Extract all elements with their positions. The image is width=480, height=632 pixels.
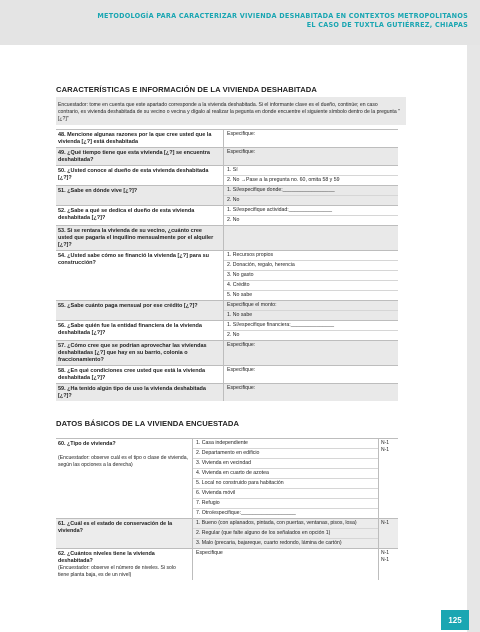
question-text: 48. Mencione algunas razones por la que cree usted que la vivienda [¿?] está deshabitada (58, 132, 212, 145)
answer-option: 3. No gasto (224, 271, 398, 281)
answer-option: 2. No (227, 217, 240, 223)
level-code: N-1 (381, 440, 390, 446)
interviewer-note: (Encuestador: observe cuál es el tipo o clase de vivienda, según las opciones a la derecha) (58, 455, 188, 468)
answer-option: Especifique: (227, 131, 256, 137)
answer-option: 4. Crédito (224, 281, 398, 291)
housing-question-row (56, 518, 398, 548)
header-line-1: METODOLOGÍA PARA CARACTERIZAR VIVIENDA DESHABITADA EN CONTEXTOS METROPOLITANOS (97, 11, 468, 20)
answer-option: Especifique: (227, 149, 256, 155)
answer-cell (223, 384, 398, 401)
housing-question-row (56, 438, 398, 518)
answer-option: Especifique: (227, 385, 256, 391)
level-code: N-1 (381, 550, 390, 556)
level-code: N-1 (381, 447, 390, 453)
question-text: 61. ¿Cuál es el estado de conservación de la vivienda? (58, 521, 173, 534)
answer-cell (223, 130, 398, 147)
answer-option: Especifique (196, 550, 223, 556)
answer-cell (223, 251, 398, 300)
answer-option: 7. Otro/especifique:___________________ (196, 510, 296, 516)
level-code: N-1 (381, 520, 390, 526)
answer-cell (223, 206, 398, 225)
answer-option: 2. Departamento en edificio (193, 449, 378, 459)
question-row (56, 300, 398, 320)
answer-option: 1. Recursos propios (224, 251, 398, 261)
question-text: 52. ¿Sabe a qué se dedica el dueño de esta vivienda deshabitada [¿?]? (58, 208, 195, 221)
question-row (56, 320, 398, 340)
question-text: 60. ¿Tipo de vivienda? (58, 441, 116, 447)
question-row (56, 340, 398, 365)
question-text: 54. ¿Usted sabe cómo se financió la vivienda [¿?] para su construcción? (58, 253, 209, 266)
question-row (56, 383, 398, 401)
answer-option: 7. Refugio (193, 499, 378, 509)
housing-data-table (56, 438, 398, 580)
answer-option: Especifique: (227, 367, 256, 373)
answer-cell (192, 519, 378, 548)
answer-option: 1. Sí/especifique donde:__________________ (224, 186, 398, 196)
answer-option: 4. Vivienda en cuarto de azotea (193, 469, 378, 479)
question-row (56, 185, 398, 205)
interviewer-instructions: Encuestador: tome en cuenta que este apartado corresponde a la vivienda deshabitada. Si el informante clave es el dueño, continúe; en caso contrario, es vivienda deshabitada de su vecino o vecina y dígalo al realizar la pegunta en donde encuentre el siguiente símbolo dentro de la pregunta "[¿?]" (56, 97, 406, 125)
answer-option: 2. No (227, 197, 240, 203)
answer-option: 2. Donación, regalo, herencia (224, 261, 398, 271)
answer-cell (223, 148, 398, 165)
question-row (56, 250, 398, 300)
answer-cell (223, 226, 398, 250)
question-text: 58. ¿En qué condiciones cree usted que está la vivienda deshabitada [¿?]? (58, 368, 206, 381)
answer-option: 1. Sí/especifique actividad:_______________ (224, 206, 398, 216)
answer-option: 2. No →Pase a la pregunta no. 60, omita 58 y 59 (227, 177, 340, 183)
question-text: 53. Si se rentara la vivienda de su vecino, ¿cuánto cree usted que pagaría el inquilino mensualmente por el alquiler [¿?]? (58, 228, 214, 248)
answer-option (224, 226, 398, 228)
answer-cell (192, 439, 378, 518)
section-title-characteristics: CARACTERÍSTICAS E INFORMACIÓN DE LA VIVIENDA DESHABITADA (56, 85, 317, 94)
code-cell (378, 519, 398, 548)
answer-option: 1. Sí (224, 166, 398, 176)
page-number: 125 (441, 610, 469, 630)
question-text: 51. ¿Sabe en dónde vive [¿?]? (58, 188, 138, 194)
question-text: 49. ¿Qué tiempo tiene que esta vivienda [¿?] se encuentra deshabitada? (58, 150, 210, 163)
answer-option: 2. No (227, 332, 240, 338)
answer-option: 2. Regular (que falte alguno de los señalados en opción 1) (193, 529, 378, 539)
question-row (56, 225, 398, 250)
section-title-basic-data: DATOS BÁSICOS DE LA VIVIENDA ENCUESTADA (56, 419, 240, 428)
answer-cell (223, 186, 398, 205)
answer-cell (223, 341, 398, 365)
question-text: 55. ¿Sabe cuánto paga mensual por ese crédito [¿?]? (58, 303, 198, 309)
answer-cell (223, 166, 398, 185)
question-text: 56. ¿Sabe quién fue la entidad financiera de la vivienda deshabitada [¿?]? (58, 323, 202, 336)
level-code: N-1 (381, 557, 390, 563)
answer-cell (192, 549, 378, 580)
answer-option: 1. Bueno (con aplanados, pintada, con puertas, ventanas, pisos, losa) (193, 519, 378, 529)
question-text: 62. ¿Cuántos niveles tiene la vivienda deshabitada? (58, 551, 155, 564)
question-row (56, 147, 398, 165)
question-row (56, 365, 398, 383)
interviewer-note: (Encuestador: observe el número de niveles. Si solo tiene planta baja, es de un nivel) (58, 565, 176, 578)
answer-option: 6. Vivienda móvil (193, 489, 378, 499)
housing-question (56, 439, 192, 518)
answer-cell (223, 301, 398, 320)
answer-option: 5. No sabe (227, 292, 253, 298)
running-header (97, 11, 468, 30)
questions-table (56, 129, 398, 401)
question-text: 57. ¿Cómo cree que se podrían aprovechar las viviendas deshabitadas [¿?] que hay en su barrio, colonia o fraccionamiento? (58, 343, 207, 363)
housing-question (56, 519, 192, 548)
question-row (56, 205, 398, 225)
answer-option: 3. Malo (precaria, bajareque, cuarto redondo, lámina de cartón) (196, 540, 342, 546)
answer-option: 1. No sabe (227, 312, 253, 318)
question-text: 59. ¿Ha tenido algún tipo de uso la vivienda deshabitada [¿?]? (58, 386, 206, 399)
code-cell (378, 439, 398, 518)
answer-option: 1. Sí/especifique financiera:_______________ (224, 321, 398, 331)
header-line-2: EL CASO DE TUXTLA GUTIÉRREZ, CHIAPAS (306, 20, 468, 30)
code-cell (378, 549, 398, 580)
answer-option: 3. Vivienda en vecindad (193, 459, 378, 469)
answer-cell (223, 321, 398, 340)
answer-option: 5. Local no construido para habitación (193, 479, 378, 489)
answer-option: 1. Casa independiente (193, 439, 378, 449)
answer-cell (223, 366, 398, 383)
answer-option: Especifique el monto: (224, 301, 398, 311)
housing-question (56, 549, 192, 580)
side-bar (467, 45, 480, 632)
answer-option: Especifique: (227, 342, 256, 348)
housing-question-row (56, 548, 398, 580)
question-row (56, 165, 398, 185)
question-row (56, 129, 398, 147)
question-text: 50. ¿Usted conoce al dueño de esta vivienda deshabitada [¿?]? (58, 168, 209, 181)
